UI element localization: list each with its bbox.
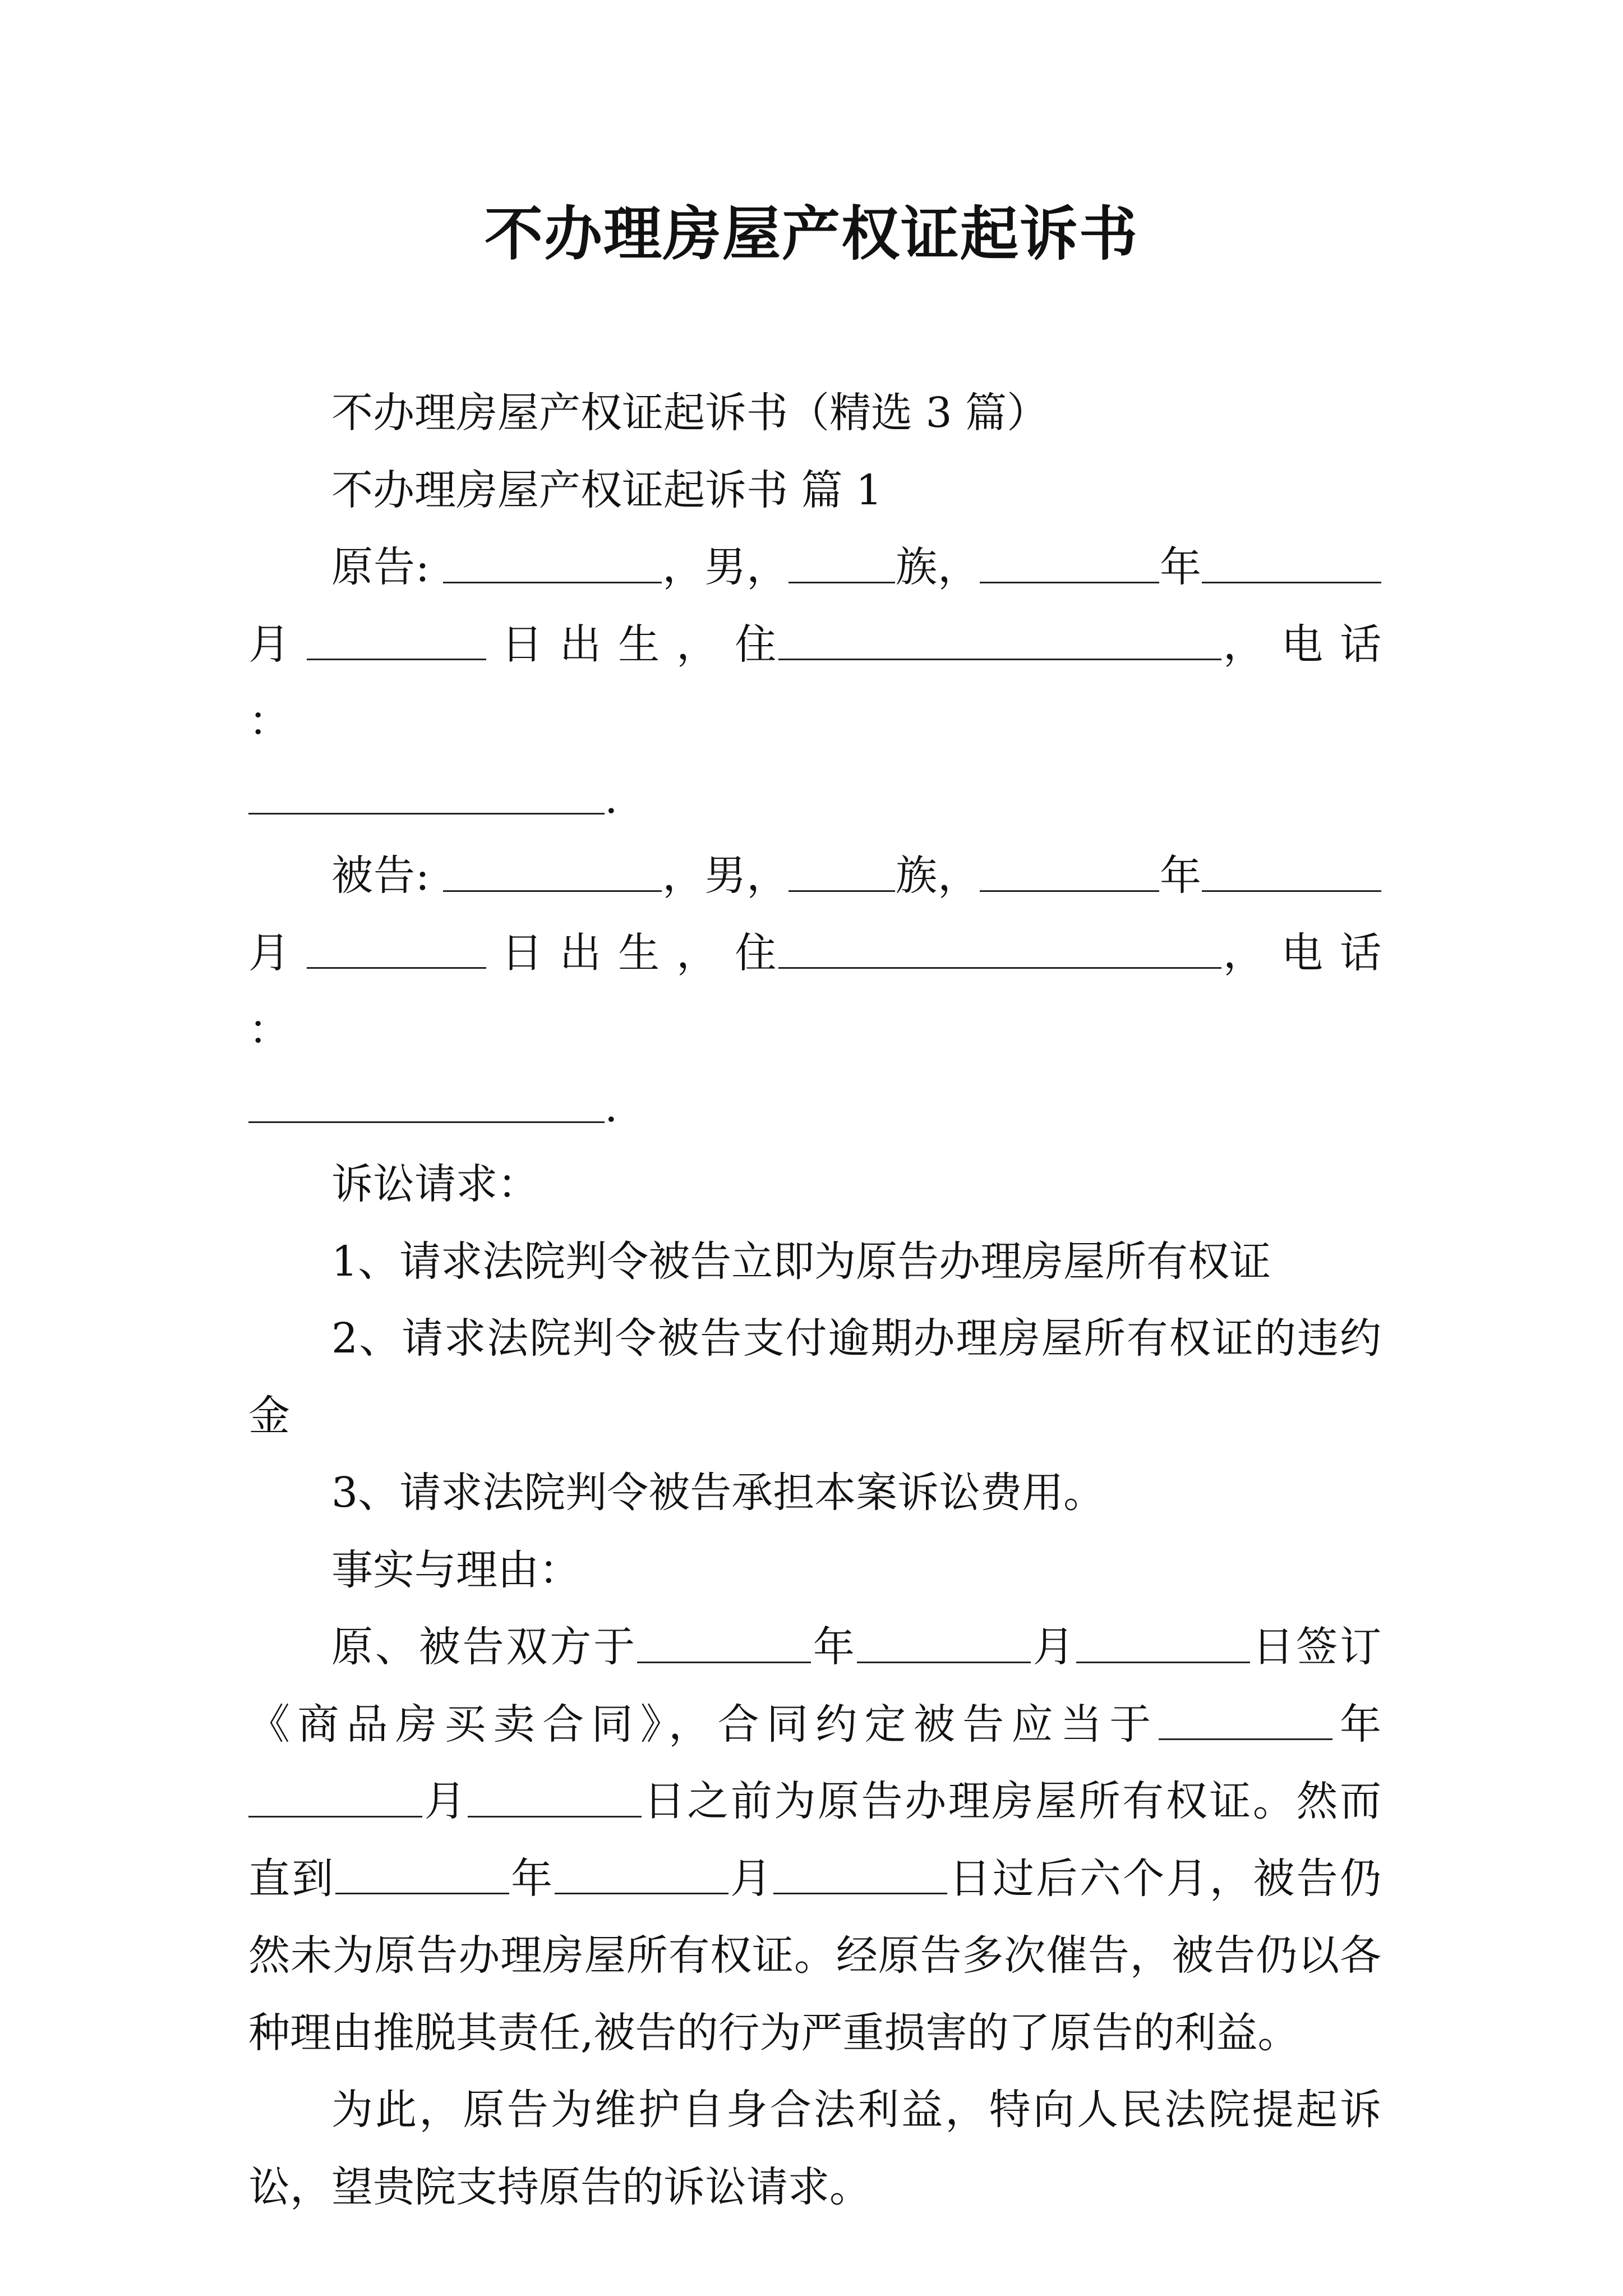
defendant-birth: 日 出 生 ， 住	[501, 928, 778, 977]
plaintiff-name-blank	[443, 544, 662, 583]
claim-item: 1、请求法院判令被告立即为原告办理房屋所有权证	[331, 1237, 1271, 1286]
defendant-gender: ，男，	[662, 852, 789, 900]
date-blank	[1159, 1701, 1332, 1741]
defendant-phone-line	[248, 1069, 1381, 1147]
facts-text: 年	[811, 1623, 857, 1671]
plaintiff-birth: 日 出 生 ， 住	[501, 620, 778, 669]
date-blank	[773, 1856, 947, 1895]
plaintiff-phone-blank	[248, 776, 605, 815]
subtitle: 不办理房屋产权证起诉书（精选 3 篇）	[331, 389, 1049, 437]
defendant-address-blank	[778, 930, 1221, 969]
defendant-end: .	[605, 1083, 618, 1131]
plaintiff-month-blank	[1202, 544, 1381, 583]
facts-text: 日过后六个月，被告仍然未为原告办理房屋所有权证。经原告多次催告，被告仍以各种理由推脱其责任,被告的行为严重损害的了原告的利益。	[248, 1854, 1381, 2057]
date-blank	[555, 1856, 728, 1895]
defendant-day-blank	[307, 930, 486, 969]
date-blank	[637, 1624, 811, 1663]
defendant-phone-label: ， 电 话 ：	[248, 928, 1382, 1054]
plaintiff-address-blank	[778, 622, 1221, 661]
claim-item: 3、请求法院判令被告承担本案诉讼费用。	[331, 1469, 1105, 1517]
facts-heading: 事实与理由：	[331, 1545, 580, 1594]
date-blank	[857, 1624, 1031, 1663]
plaintiff-phone-line	[248, 761, 1381, 838]
section-heading: 不办理房屋产权证起诉书 篇 1	[331, 466, 883, 514]
plaintiff-paragraph	[248, 529, 1381, 838]
defendant-label: 被告:	[331, 852, 430, 900]
defendant-paragraph	[248, 838, 1381, 1146]
facts-text: 年	[509, 1854, 555, 1903]
plaintiff-day-blank	[307, 622, 486, 661]
plaintiff-month: 月	[248, 620, 292, 669]
date-blank	[468, 1778, 642, 1818]
plaintiff-label: 原告:	[331, 543, 430, 591]
defendant-name-blank	[443, 853, 662, 892]
defendant-year: 年	[1159, 852, 1202, 900]
defendant-phone-blank	[248, 1084, 605, 1124]
date-blank	[335, 1856, 509, 1895]
plaintiff-gender: ，男，	[662, 543, 789, 591]
document-body	[248, 375, 1381, 2226]
facts-text: 月	[422, 1777, 468, 1825]
conclusion-paragraph: 为此，原告为维护自身合法利益，特向人民法院提起诉讼，望贵院支持原告的诉讼请求。	[248, 2086, 1381, 2211]
plaintiff-year: 年	[1159, 543, 1202, 591]
defendant-month: 月	[248, 928, 292, 977]
plaintiff-end: .	[605, 774, 618, 823]
defendant-month-blank	[1202, 853, 1381, 892]
facts-text: 日签订《商品房买卖合同》，合同约定被告应当于	[248, 1623, 1382, 1749]
claim-item: 2、请求法院判令被告支付逾期办理房屋所有权证的违约金	[248, 1314, 1381, 1440]
facts-text: 月	[728, 1854, 774, 1903]
facts-text: 年	[1332, 1700, 1382, 1749]
plaintiff-phone-label: ， 电 话 ：	[248, 620, 1382, 746]
date-blank	[1076, 1624, 1250, 1663]
facts-text: 日之前为原告办理房屋所有权证。然而直到	[248, 1777, 1382, 1903]
facts-text: 月	[1030, 1623, 1077, 1671]
plaintiff-nation: 族，	[895, 543, 980, 591]
facts-paragraph	[248, 1609, 1381, 2072]
defendant-nation: 族，	[895, 852, 980, 900]
defendant-year-blank	[980, 853, 1159, 892]
plaintiff-year-blank	[980, 544, 1159, 583]
claims-heading: 诉讼请求：	[331, 1160, 539, 1208]
date-blank	[248, 1778, 422, 1818]
plaintiff-nation-blank	[789, 544, 895, 583]
facts-text: 原、被告双方于	[331, 1623, 637, 1671]
defendant-nation-blank	[789, 853, 895, 892]
document-title: 不办理房屋产权证起诉书	[484, 199, 1138, 268]
